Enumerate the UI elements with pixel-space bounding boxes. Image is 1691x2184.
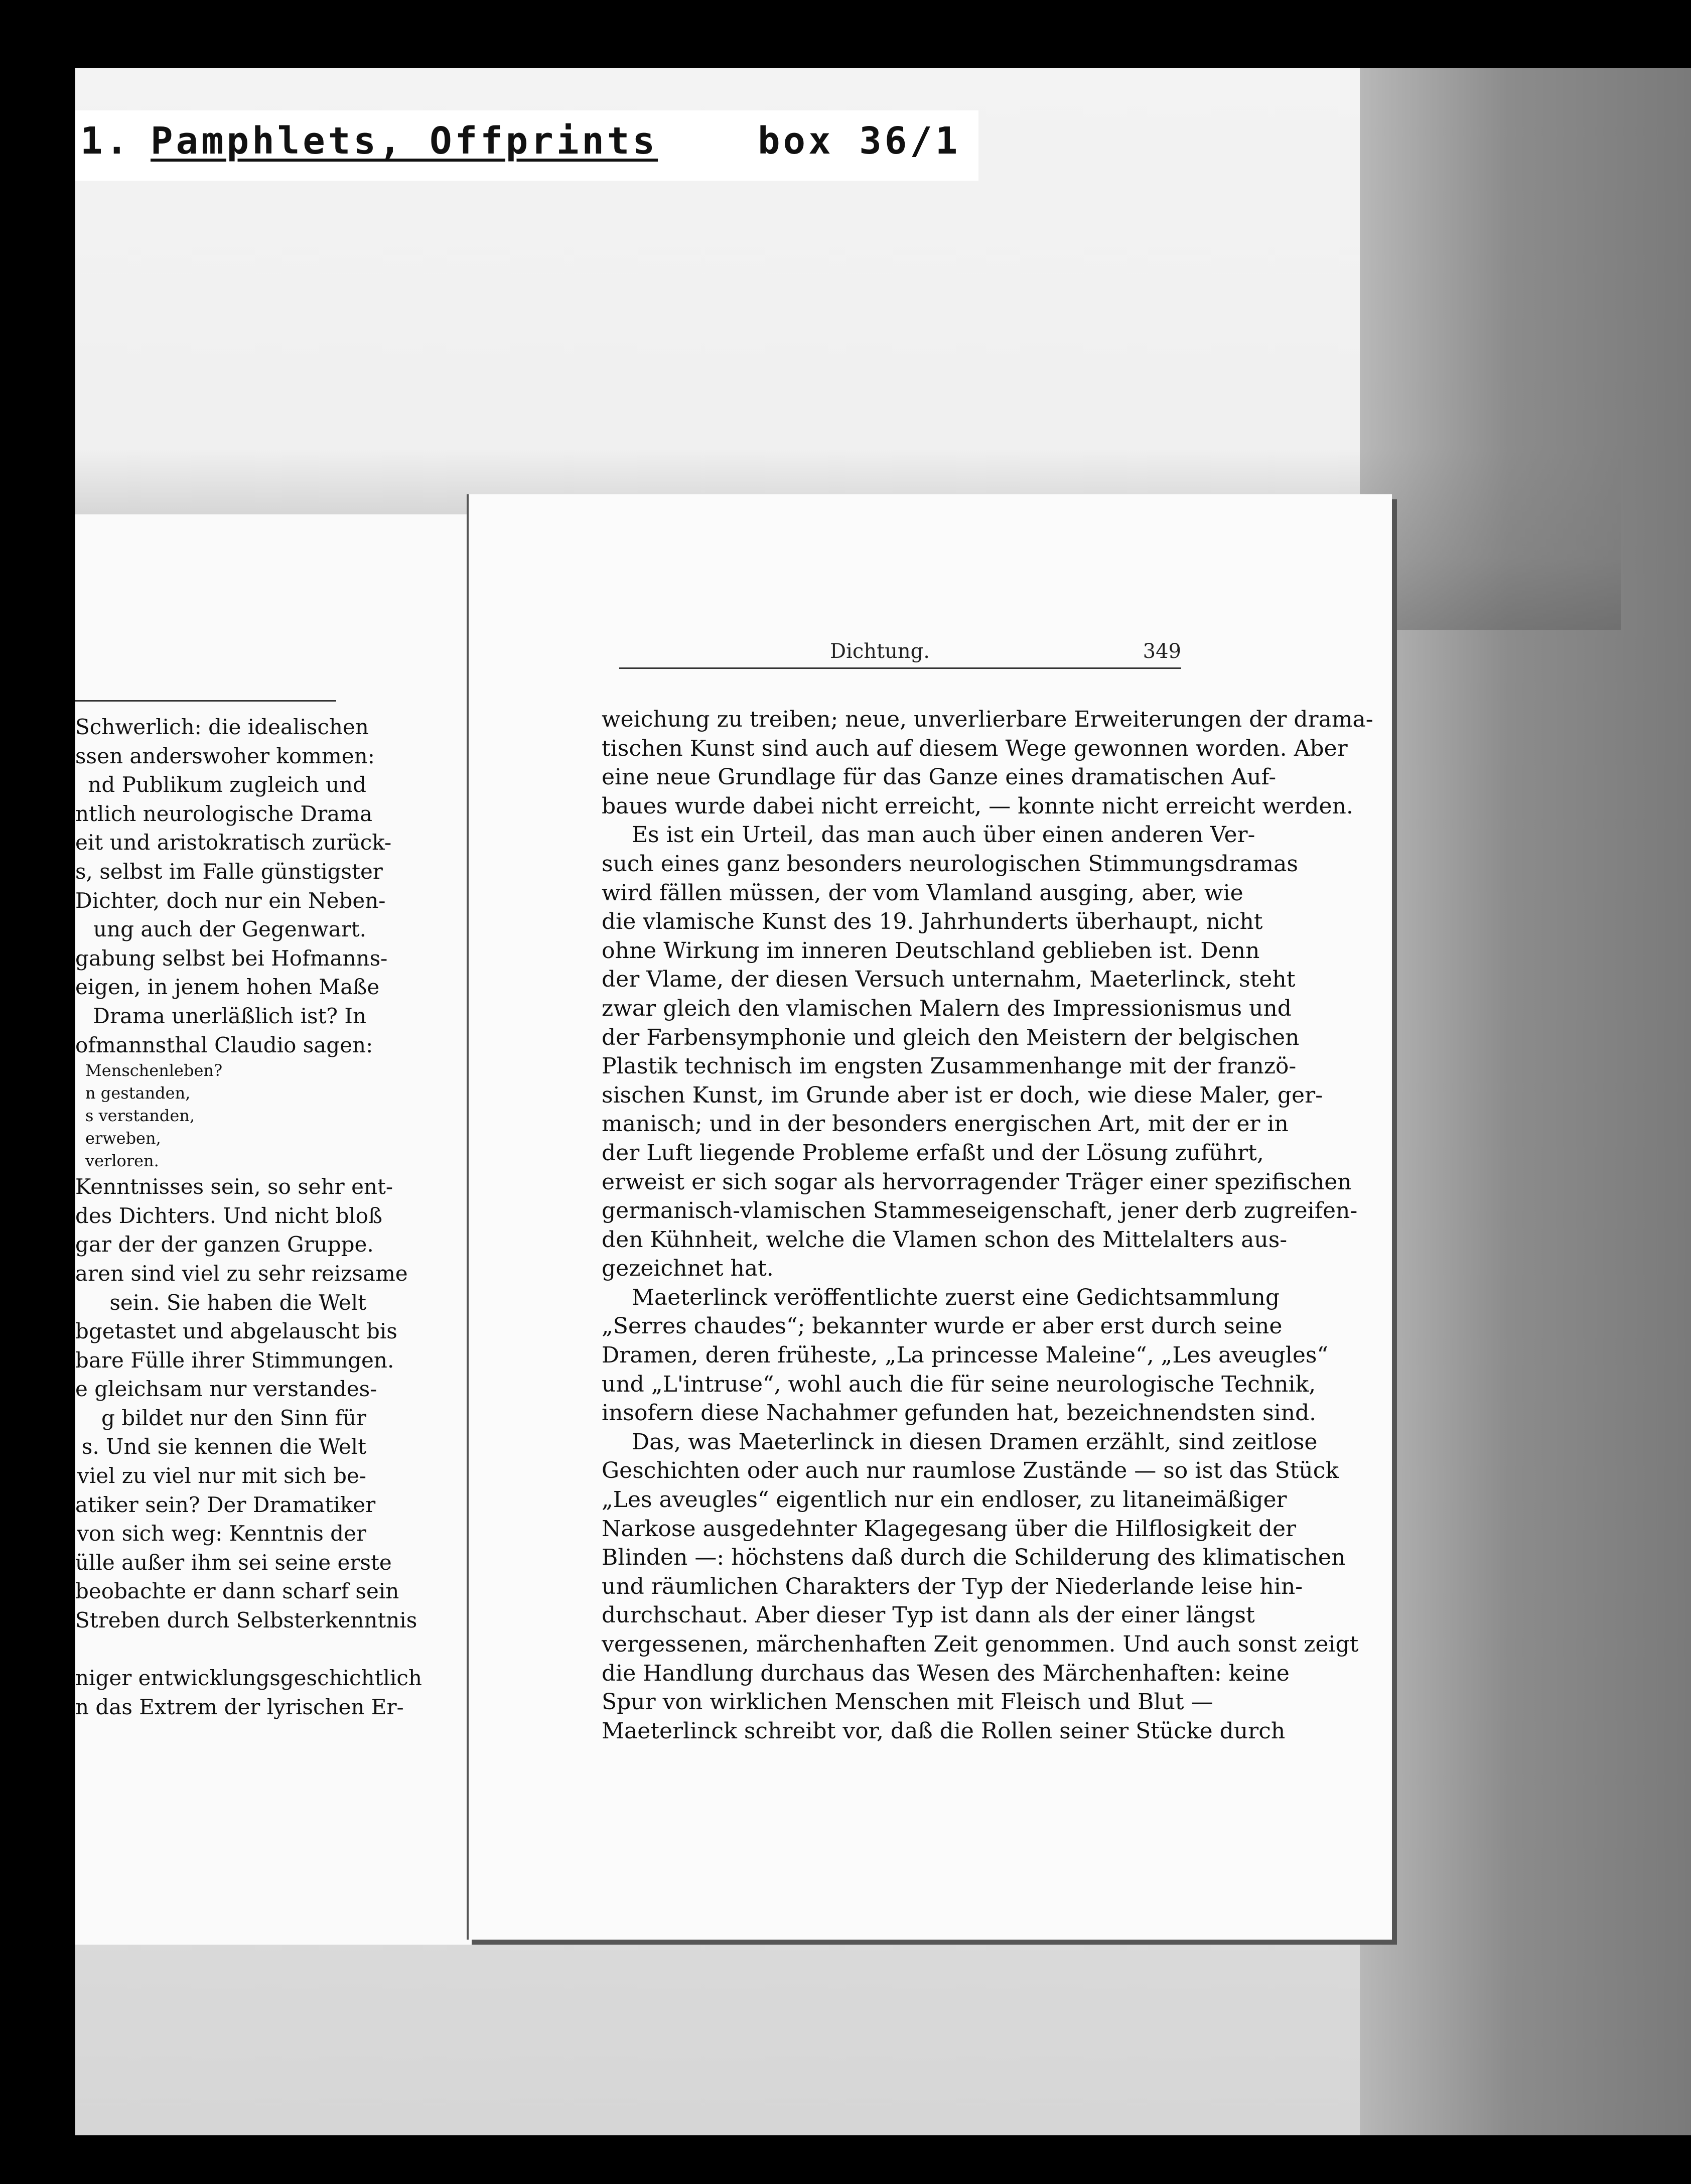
text-line: s. Und sie kennen die Welt: [81, 1434, 366, 1459]
left-page-text: [75, 713, 422, 1721]
text-line: Schwerlich: die idealischen: [75, 715, 369, 739]
text-line: Streben durch Selbsterkenntnis: [75, 1608, 417, 1633]
text-line: niger entwicklungsgeschichtlich: [75, 1666, 422, 1691]
text-line: Maeterlinck schreibt vor, daß die Rollen seiner Stücke durch: [602, 1718, 1286, 1744]
text-line: n das Extrem der lyrischen Er-: [75, 1694, 404, 1719]
text-line: sein. Sie haben die Welt: [109, 1290, 366, 1315]
text-line: Menschenleben?: [85, 1061, 223, 1080]
text-line: Plastik technisch im engsten Zusammenhange mit der franzö-: [602, 1053, 1297, 1079]
text-line: nd Publikum zugleich und: [88, 772, 366, 797]
text-line: s, selbst im Falle günstigster: [75, 859, 383, 884]
text-line: eigen, in jenem hohen Maße: [75, 975, 380, 1000]
text-line: insofern diese Nachahmer gefunden hat, bezeichnendsten sind.: [602, 1400, 1317, 1426]
text-line: zwar gleich den vlamischen Malern des Impressionismus und: [602, 995, 1292, 1021]
text-line: eine neue Grundlage für das Ganze eines dramatischen Auf-: [602, 764, 1277, 790]
label-box: box 36/1: [758, 119, 961, 163]
text-line: eit und aristokratisch zurück-: [75, 830, 392, 855]
running-header: [619, 640, 1181, 662]
text-line: baues wurde dabei nicht erreicht, — konnte nicht erreicht werden.: [602, 793, 1353, 819]
text-line: durchschaut. Aber dieser Typ ist dann als der einer längst: [602, 1602, 1255, 1628]
running-head-title: Dichtung.: [830, 640, 930, 663]
text-line: die Handlung durchaus das Wesen des Märchenhaften: keine: [602, 1660, 1290, 1686]
text-line: Kenntnisses sein, so sehr ent-: [75, 1174, 393, 1199]
text-line: ofmannsthal Claudio sagen:: [75, 1032, 373, 1057]
text-line: Es ist ein Urteil, das man auch über einen anderen Ver-: [632, 822, 1255, 848]
text-line: wird fällen müssen, der vom Vlamland ausging, aber, wie: [602, 880, 1243, 906]
text-line: gezeichnet hat.: [602, 1256, 774, 1282]
text-line: verloren.: [85, 1151, 159, 1171]
text-line: vergessenen, märchenhaften Zeit genommen. Und auch sonst zeigt: [602, 1631, 1359, 1657]
text-line: Spur von wirklichen Menschen mit Fleisch und Blut —: [602, 1689, 1213, 1715]
text-line: erweben,: [85, 1129, 161, 1148]
text-line: der Vlame, der diesen Versuch unternahm, Maeterlinck, steht: [602, 967, 1296, 993]
text-line: bare Fülle ihrer Stimmungen.: [75, 1347, 394, 1373]
text-line: manisch; und in der besonders energischen Art, mit der er in: [602, 1111, 1289, 1137]
text-line: die vlamische Kunst des 19. Jahrhunderts überhaupt, nicht: [602, 909, 1263, 935]
text-line: aren sind viel zu sehr reizsame: [75, 1261, 408, 1286]
text-line: tischen Kunst sind auch auf diesem Wege gewonnen worden. Aber: [602, 735, 1348, 761]
text-line: viel zu viel nur mit sich be-: [77, 1463, 366, 1488]
header-rule: [619, 667, 1181, 669]
text-line: gar der der ganzen Gruppe.: [75, 1232, 374, 1257]
text-line: g bildet nur den Sinn für: [101, 1405, 366, 1430]
text-line: Maeterlinck veröffentlichte zuerst eine Gedichtsammlung: [632, 1284, 1280, 1310]
text-line: e gleichsam nur verstandes-: [75, 1377, 377, 1402]
text-line: Drama unerläßlich ist? In: [93, 1003, 366, 1028]
text-line: gabung selbst bei Hofmanns-: [75, 945, 388, 971]
text-line: Dichter, doch nur ein Neben-: [75, 888, 386, 913]
text-line: von sich weg: Kenntnis der: [77, 1521, 366, 1546]
text-line: erweist er sich sogar als hervorragender Träger einer spezifischen: [602, 1169, 1352, 1195]
text-line: und räumlichen Charakters der Typ der Niederlande leise hin-: [602, 1573, 1303, 1599]
right-page: [467, 494, 1392, 1940]
left-page-rule: [75, 700, 336, 702]
text-line: atiker sein? Der Dramatiker: [75, 1492, 376, 1517]
text-line: beobachte er dann scharf sein: [75, 1579, 399, 1604]
text-line: Das, was Maeterlinck in diesen Dramen erzählt, sind zeitlose: [632, 1429, 1318, 1455]
text-line: ntlich neurologische Drama: [75, 801, 373, 826]
text-line: n gestanden,: [85, 1083, 191, 1103]
text-line: Blinden —: höchstens daß durch die Schilderung des klimatischen: [602, 1545, 1346, 1571]
text-line: ssen anderswoher kommen:: [75, 743, 375, 768]
text-line: der Farbensymphonie und gleich den Meistern der belgischen: [602, 1024, 1300, 1050]
text-line: und „L'intruse“, wohl auch die für seine neurologische Technik,: [602, 1371, 1316, 1397]
text-line: germanisch-vlamischen Stammeseigenschaft, jener derb zugreifen-: [602, 1198, 1358, 1224]
text-line: der Luft liegende Probleme erfaßt und der Lösung zuführt,: [602, 1140, 1264, 1166]
text-line: weichung zu treiben; neue, unverlierbare Erweiterungen der drama-: [602, 707, 1373, 732]
left-page: [75, 514, 495, 1945]
right-page-text: [602, 705, 1373, 1745]
text-line: Geschichten oder auch nur raumlose Zustände — so ist das Stück: [602, 1458, 1339, 1484]
text-line: ohne Wirkung im inneren Deutschland geblieben ist. Denn: [602, 937, 1260, 964]
label-series: Pamphlets, Offprints: [151, 119, 658, 163]
text-line: „Serres chaudes“; bekannter wurde er aber erst durch seine: [602, 1313, 1283, 1339]
board-shadow-area: [1360, 68, 1691, 2135]
archive-label: [75, 110, 978, 181]
page-number: 349: [1143, 640, 1181, 663]
text-line: „Les aveugles“ eigentlich nur ein endloser, zu litaneimäßiger: [602, 1487, 1287, 1513]
text-line: [75, 1635, 366, 1664]
text-line: Dramen, deren früheste, „La princesse Maleine“, „Les aveugles“: [602, 1342, 1328, 1369]
text-line: sischen Kunst, im Grunde aber ist er doch, wie diese Maler, ger-: [602, 1082, 1323, 1108]
text-line: such eines ganz besonders neurologischen Stimmungsdramas: [602, 851, 1298, 877]
text-line: ülle außer ihm sei seine erste: [75, 1550, 392, 1575]
text-line: bgetastet und abgelauscht bis: [75, 1319, 397, 1344]
label-number: 1.: [80, 119, 131, 163]
text-line: ung auch der Gegenwart.: [93, 917, 366, 942]
text-line: des Dichters. Und nicht bloß: [75, 1203, 383, 1228]
text-line: s verstanden,: [85, 1106, 195, 1126]
text-line: Narkose ausgedehnter Klagegesang über die Hilflosigkeit der: [602, 1516, 1297, 1542]
text-line: den Kühnheit, welche die Vlamen schon des Mittelalters aus-: [602, 1226, 1288, 1253]
